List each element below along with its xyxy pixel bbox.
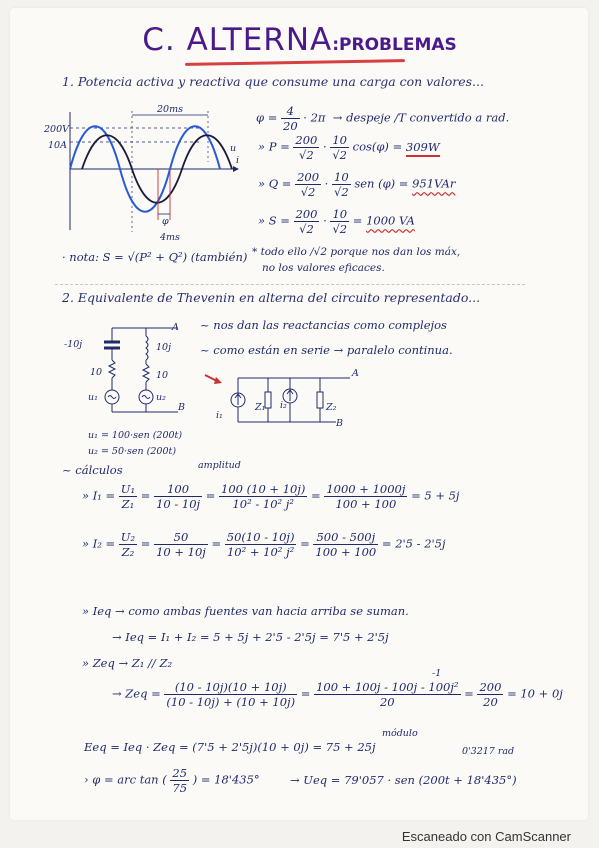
reactance-remark: ~ nos dan las reactancias como complejos: [200, 318, 447, 332]
radians-label: 0'3217 rad: [462, 746, 515, 757]
period-label: 20ms: [157, 104, 183, 115]
i-curve-label: i: [236, 155, 240, 166]
u2-definition: u₂ = 50·sen (200t): [88, 446, 177, 457]
u-curve-label: u: [230, 143, 237, 154]
modulo-label: módulo: [382, 728, 418, 739]
source1-label: u₁: [88, 392, 98, 403]
current-amplitude-label: 10A: [48, 140, 67, 151]
apparent-power-result: 1000 VA: [366, 213, 415, 228]
rms-note-1: * todo ello /√2 porque nos dan los máx,: [252, 246, 461, 258]
norton-i1-label: i₁: [216, 410, 223, 421]
reactive-power-equation: » Q = $\frac{200}{√2}$ · $\frac{10}{√2}$ sen (φ) = 951VAr: [258, 170, 456, 199]
red-arrow-icon: [204, 372, 226, 386]
power-note: · nota: S = √(P² + Q²) (también): [62, 250, 248, 264]
i2-equation: » I₂ = $\frac{\text{U₂}}{\text{Z₂}}$ = $\frac{50}{10 + 10j}$ = $\frac{50(10 - 10j)}{\text{10² + 10² j²}}$ = $\frac{500 - 500j}{100 + 100}$ = 2'5 - 2'5j: [82, 530, 446, 559]
eeq-equation: Eeq = Ieq · Zeq = (7'5 + 2'5j)(10 + 0j) = 75 + 25j: [84, 740, 376, 754]
problem2-heading: 2. Equivalente de Thevenin en alterna del circuito representado...: [62, 290, 481, 305]
active-power-equation: » P = $\frac{200}{√2}$ · $\frac{10}{√2}$ cos(φ) = 309W: [258, 133, 440, 162]
section-divider: [55, 284, 525, 285]
u1-definition: u₁ = 100·sen (200t): [88, 430, 183, 441]
phi-equation: φ = $\frac{4}{20}$ · 2π → despeje /T convertido a rad.: [256, 104, 510, 133]
rms-note-2: no los valores eficaces.: [262, 262, 385, 274]
apparent-power-equation: » S = $\frac{200}{√2}$ · $\frac{10}{√2}$ = 1000 VA: [258, 207, 415, 236]
ieq-equation: → Ieq = I₁ + I₂ = 5 + 5j + 2'5 - 2'5j = 7'5 + 2'5j: [112, 630, 389, 644]
node-b-label: B: [178, 402, 185, 413]
active-power-result: 309W: [406, 140, 440, 157]
inductor-label: 10j: [156, 342, 172, 353]
waveform-graph: [60, 102, 245, 237]
source2-label: u₂: [156, 392, 166, 403]
title-main: C. ALTERNA: [142, 22, 333, 58]
resistor1-label: 10: [90, 367, 103, 378]
series-parallel-remark: ~ como están en serie → paralelo continua.: [200, 343, 453, 357]
problem1-heading: 1. Potencia activa y reactiva que consume una carga con valores...: [62, 74, 484, 89]
i1-equation: » I₁ = $\frac{\text{U₁}}{\text{Z₁}}$ = $\frac{100}{10 - 10j}$ = $\frac{100 (10 + 10j)}{\text{10² - 10² j²}}$ = $\frac{1000 + 1000j}{100 + 100}$ = 5 + 5j: [82, 482, 460, 511]
page-title: [0, 22, 599, 58]
zeq-remark: » Zeq → Z₁ // Z₂: [82, 656, 173, 670]
voltage-amplitude-label: 200V: [44, 124, 69, 135]
amplitude-label: amplitud: [198, 460, 241, 471]
ueq-equation: → Ueq = 79'057 · sen (200t + 18'435°): [290, 773, 517, 787]
norton-node-b: B: [336, 418, 343, 429]
phase-equation: › φ = arc tan ( $\frac{25}{75}$ ) = 18'435°: [84, 766, 260, 795]
calculations-label: ~ cálculos: [62, 463, 123, 477]
norton-z2-label: Z₂: [326, 402, 337, 413]
zeq-exponent: -1: [432, 668, 442, 679]
ieq-remark: » Ieq → como ambas fuentes van hacia arriba se suman.: [82, 604, 409, 618]
capacitor-label: -10j: [64, 339, 83, 350]
node-a-label: A: [172, 322, 179, 333]
reactive-power-result: 951VAr: [412, 176, 456, 191]
phi-time-label: 4ms: [160, 232, 180, 243]
zeq-equation: → Zeq = $\frac{(10 - 10j)(10 + 10j)}{(10 - 10j) + (10 + 10j)}$ = $\frac{\text{100 + 100j - 100j - 100j²}}{20}$ = $\frac{200}{20}$ = 10 + 0j: [112, 680, 563, 709]
phi-label: φ: [162, 216, 169, 227]
norton-i2-label: i₂: [280, 400, 287, 411]
norton-z1-label: Z₁: [255, 402, 266, 413]
scanner-watermark: Escaneado con CamScanner: [401, 829, 571, 844]
norton-node-a: A: [352, 368, 359, 379]
title-sub: :PROBLEMAS: [332, 35, 457, 55]
resistor2-label: 10: [156, 370, 169, 381]
